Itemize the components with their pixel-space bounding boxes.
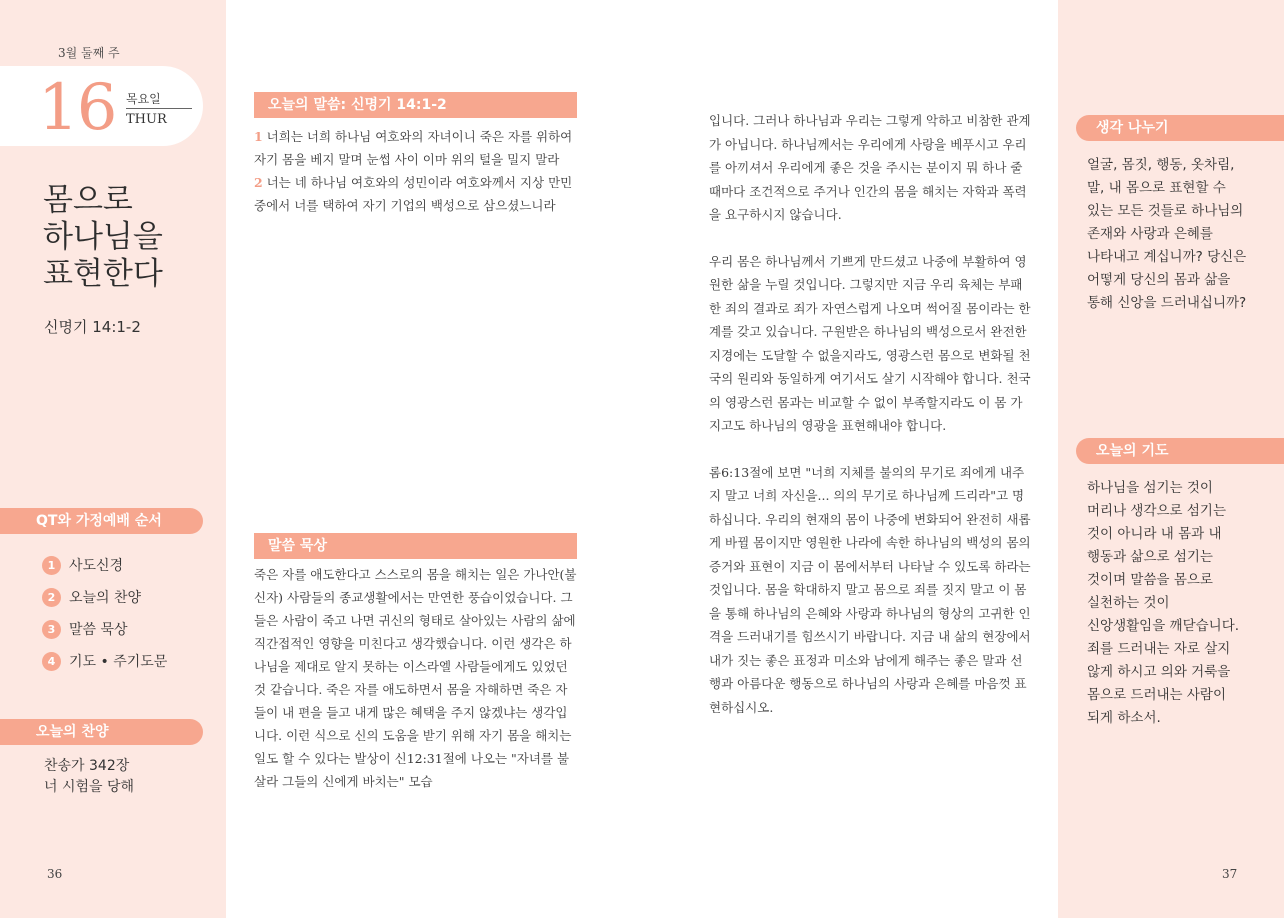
verse-text: 너는 네 하나님 여호와의 성민이라 여호와께서 지상 만민 중에서 너를 택하여 자기 기업의 백성으로 삼으셨느니라 <box>254 175 573 213</box>
qt-item <box>42 586 141 608</box>
step-number-badge: 2 <box>42 588 61 607</box>
prayer-line: 실천하는 것이 <box>1087 595 1170 611</box>
share-line: 말, 내 몸으로 표현할 수 <box>1087 180 1226 196</box>
qt-item-label: 오늘의 찬양 <box>69 590 142 606</box>
qt-item <box>42 618 128 640</box>
prayer-line: 몸으로 드러내는 사람이 <box>1087 687 1226 703</box>
qt-item <box>42 650 167 672</box>
praise-text <box>44 756 134 798</box>
share-line: 존재와 사랑과 은혜를 <box>1087 226 1213 242</box>
meditation-heading: 말씀 묵상 <box>254 533 577 559</box>
todays-praise-heading: 오늘의 찬양 <box>0 719 203 745</box>
share-line: 어떻게 당신의 몸과 삶을 <box>1087 272 1231 288</box>
prayer-line: 것이며 말씀을 몸으로 <box>1087 572 1213 588</box>
share-line: 통해 신앙을 드러내십니까? <box>1087 295 1247 311</box>
week-label: 3월 둘째 주 <box>58 46 120 60</box>
body-column <box>709 109 1031 829</box>
prayer-line: 것이 아니라 내 몸과 내 <box>1087 526 1222 542</box>
qt-item <box>42 554 123 576</box>
title-line: 몸으로 <box>43 182 133 218</box>
share-line: 있는 모든 것들로 하나님의 <box>1087 203 1244 219</box>
verse <box>254 125 577 171</box>
body-paragraph: 우리 몸은 하나님께서 기쁘게 만드셨고 나중에 부활하여 영원한 삶을 누릴 것입니다. 그렇지만 지금 우리 육체는 부패한 죄의 결과로 죄가 자연스럽게 나오며 썩어질 몸이라는 한계를 갖고 있습니다. 구원받은 하나님의 백성으로서 완전한 지경에는 도달할 수 없을지라도, 영광스런 몸으로 변화될 천국의 원리와 동일하게 여기서도 살기 시작해야 합니다. 천국의 영광스런 몸과는 비교할 수 없이 부족할지라도 이 몸 가지고도 하나님의 영광을 표현해내야 합니다. <box>709 253 1031 433</box>
verse-number: 1 <box>254 129 263 144</box>
verse-number: 2 <box>254 175 263 190</box>
step-number-badge: 4 <box>42 652 61 671</box>
title-line: 하나님을 <box>43 219 163 255</box>
page-number-right: 37 <box>1222 867 1238 881</box>
praise-line: 너 시험을 당해 <box>44 779 135 795</box>
qt-item-label: 사도신경 <box>69 558 124 574</box>
scripture-reference: 신명기 14:1-2 <box>44 318 141 336</box>
step-number-badge: 1 <box>42 556 61 575</box>
weekday-english: THUR <box>126 112 167 127</box>
scripture-text <box>254 125 577 217</box>
verse <box>254 171 577 217</box>
prayer-line: 하나님을 섬기는 것이 <box>1087 480 1213 496</box>
prayer-line: 머리나 생각으로 섬기는 <box>1087 503 1226 519</box>
qt-item-label: 기도 • 주기도문 <box>69 654 168 670</box>
share-thoughts-text <box>1087 154 1263 315</box>
prayer-line: 신앙생활임을 깨닫습니다. <box>1087 618 1240 634</box>
share-thoughts-heading: 생각 나누기 <box>1076 115 1284 141</box>
qt-item-label: 말씀 묵상 <box>69 622 128 638</box>
prayer-text <box>1087 477 1263 730</box>
prayer-line: 죄를 드러내는 자로 살지 <box>1087 641 1231 657</box>
prayer-line: 행동과 삶으로 섬기는 <box>1087 549 1213 565</box>
body-paragraph: 입니다. 그러나 하나님과 우리는 그렇게 악하고 비참한 관계가 아닙니다. 하나님께서는 우리에게 사랑을 베푸시고 우리를 아끼셔서 우리에게 좋은 것을 주시는 분이지 뭐 하나 줄 때마다 조건적으로 주거나 인간의 몸을 해치는 자학과 폭력을 요구하시지 않습니다. <box>709 113 1031 222</box>
weekday-divider <box>126 108 192 109</box>
share-line: 얼굴, 몸짓, 행동, 옷차림, <box>1087 157 1235 173</box>
qt-order-heading: QT와 가정예배 순서 <box>0 508 203 534</box>
step-number-badge: 3 <box>42 620 61 639</box>
share-line: 나타내고 계십니까? 당신은 <box>1087 249 1247 265</box>
verse-text: 너희는 너희 하나님 여호와의 자녀이니 죽은 자를 위하여 자기 몸을 베지 말며 눈썹 사이 이마 위의 털을 밀지 말라 <box>254 129 573 167</box>
weekday-korean: 목요일 <box>126 92 161 106</box>
prayer-line: 않게 하시고 의와 거룩을 <box>1087 664 1231 680</box>
prayer-line: 되게 하소서. <box>1087 710 1161 726</box>
day-number: 16 <box>38 71 116 145</box>
title-line: 표현한다 <box>43 256 163 292</box>
praise-line: 찬송가 342장 <box>44 758 130 774</box>
meditation-text: 죽은 자를 애도한다고 스스로의 몸을 해치는 일은 가나안(불신자) 사람들의 종교생활에서는 만연한 풍습이었습니다. 그들은 사람이 죽고 나면 귀신의 형태로 살아있는 사람의 삶에 직간접적인 영향을 미친다고 생각했습니다. 이런 생각은 하나님을 제대로 알지 못하는 이스라엘 사람들에게도 있었던 것 같습니다. 죽은 자를 애도하면서 몸을 자해하면 죽은 자들이 내 편을 들고 내게 많은 혜택을 주지 않겠냐는 생각입니다. 이런 식으로 신의 도움을 받기 위해 자기 몸을 해치는 일도 할 수 있다는 발상이 신12:31절에 나오는 "자녀를 불살라 그들의 신에게 바치는" 모습 <box>254 567 577 789</box>
todays-prayer-heading: 오늘의 기도 <box>1076 438 1284 464</box>
body-paragraph: 롬6:13절에 보면 "너희 지체를 불의의 무기로 죄에게 내주지 말고 너희 자신을... 의의 무기로 하나님께 드리라"고 명하십니다. 우리의 현재의 몸이 나중에 변화되어 완전히 새롭게 바뀔 몸이지만 영원한 나라에 속한 하나님의 백성의 몸의 증거와 표현이 지금 이 몸에서부터 나타날 수 있도록 하라는 것입니다. 몸을 학대하지 말고 몸으로 죄를 짓지 말고 이 몸을 통해 하나님의 은혜와 사랑과 하나님의 형상의 고귀한 인격을 드러내기를 힘쓰시기 바랍니다. 지금 내 삶의 현장에서 내가 짓는 좋은 표정과 미소와 남에게 해주는 좋은 말과 선행과 아름다운 행동으로 하나님의 사랑과 은혜를 마음껏 표현하십시오. <box>709 464 1031 715</box>
page-number-left: 36 <box>47 867 63 881</box>
page-title <box>43 182 163 293</box>
scripture-heading: 오늘의 말씀: 신명기 14:1-2 <box>254 92 577 118</box>
